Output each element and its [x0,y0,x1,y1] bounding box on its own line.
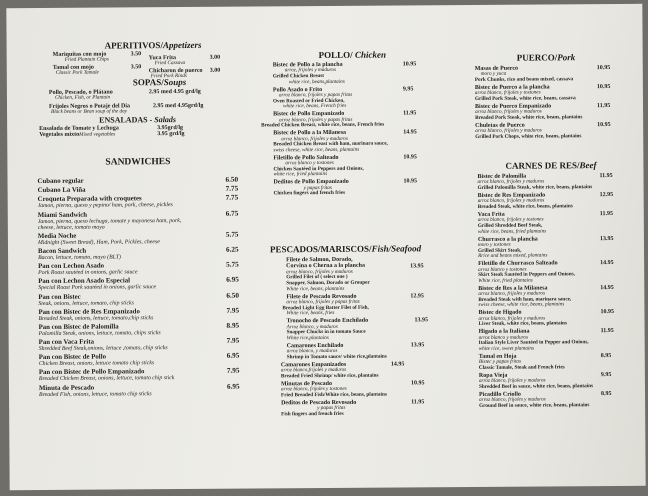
menu-item: Deditos de Pescado Revosado 11.95 y papas fritas Fish fingers and french fries [281,399,425,418]
menu-item: Pan con Bistec de Pollo 6.95 Chicken Breast, onions, lettuce tomato chip sticks [38,351,240,368]
menu-item: Pan con Lechon Asado Especial 6.95 Special Roast Pork sautéed in onions, garlic sauce [38,275,239,292]
menu-item: Camarones Empanizados 14.95 arroz blanco,frijoles y maduros Breaded Fried Shrimp/ white rice, plantains [280,361,405,380]
pescados-title: PESCADOS/MARISCOS/Fish/Seafood [269,243,422,255]
carnes-section [477,160,639,411]
menu-item: Media Noche 5.75 Midnight (Sweet Bread), Ham, Pork, Pickles, cheese [37,230,239,246]
menu-item: Cubano regular 6.50 [37,175,239,186]
menu-item: Bistec de Pollo a la Milanesa 14.95 arroz blanco, frijoles y maduros Breaded Chicken Breast with ham, marinara sauce, swiss cheese, white rice, beans, plantains [273,129,417,154]
puerco-section [475,52,636,142]
pescados-section [270,243,461,419]
menu-item: Pollo Asado o Frito 9.95 arroz blanco, frijoles y papas fritas Oven Roasted or Fried Chicken, white rice, beans, French fries [272,85,414,110]
menu-item: Pan con Vaca Frita 7.95 Shredded Beef Steak,onions, lettuce ,tomato, chip sticks [38,336,240,353]
pollo-title: POLLO/ Chicken [318,49,386,61]
menu-item: Picadillo Criollo 8.95 arroz blanco, frijoles y maduros Ground Beef in sauce, white rice, beans, plantains [479,390,612,409]
menu-item: Bistec de Puerco a la plancha 10.95 arroz blanco, frijoles y tostones Grilled Pork Steak, white rice, beans, cassava [474,83,611,102]
menu-item: Filete de Pescado Revosado 12.95 arroz blanco, frijoles y papas fritas Breaded Light Egg Batter Filet of Fish, White rice, beans, fries [282,292,424,317]
aperitivos-title: APERITIVOS/Appetizers [104,39,202,51]
menu-item: Vaca Frita 11.95 arroz blanco, frijoles y tostones Grilled Shredded Beef Steak, white rice, beans, fried plantains [477,210,613,235]
menu-page [6,4,645,490]
menu-item: Pan con Bistec 6.50 Steak, onions, lettuce, tomato, chip sticks [38,291,239,307]
puerco-title: PUERCO/Pork [516,52,576,63]
menu-item: Pollo, Pescado, o Plátano 2.95 med 4.95 grd/lg Chicken, Fish, or Plantain [48,88,201,102]
menu-item: Pan con Lechon Asado 5.75 Pork Roast sautéed in onions, garlic sauce [38,260,239,277]
menu-item: Minuta de Pescado 6.95 Breaded Fish, onions, lettuce, tomato chip sticks [38,382,240,398]
menu-item: Tamal en Hoja 8.95 Bistec y papas fritas Classic Tamale, Steak and French fries [478,352,612,371]
menu-item: Pan con Bistec de Res Empanizado 7.95 Breaded Steak, onions, lettuce, tomato,chip sticks [38,306,240,322]
menu-item: Miami Sandwich 6.75 Jamon, pierna, queso lechuga, tomate y mayonesa ham, pork, cheese, lettuce, tomato mayo [37,209,239,231]
menu-item: Pan con Bistec de Pollo Empanizado 7.95 Breaded Chicken Breast, onions, lettuce, tomato chip stick [38,367,240,383]
menu-item: Croqueta Preparada with croquetes 7.75 Jamon, pierna, queso y pepino/ ham, pork, cheese, pickles [37,193,239,210]
aperitivos-section [53,40,253,78]
menu-item: Cubano La Viña 7.75 [37,184,239,195]
menu-item: Minutas de Pescado 10.95 arroz blanco, frijoles y tostones Fried Breaded Fish/White rice, beans, plantains [280,380,425,399]
menu-item: Bistec de Pollo a la plancha 10.95 arroz, frijoles y maduros Grilled Chicken Breast white rice, beans,plantains [272,61,417,85]
menu-item: Bistec de Palomilla 11.95 arroz blanco, frijoles y maduros Grilled Palomilla Steak, white rice, beans, plantains [477,172,613,191]
menu-item: Chuletas de Puerco 10.95 arroz blanco, frijoles y maduros Grilled Pork Chops, white rice, beans, plantains [475,121,611,140]
menu-item: Bistec de Pollo Empanizado 11.95 arroz blanco, frijoles y papas fritas Breaded Chicken Breast, white rice, beans, French fries [261,110,417,129]
menu-item: Filetillo de Pollo Salteado 10.95 arroz blanco y tostones Chicken Sautéed in Peppers and Onions, white rice, fried plantains [273,154,417,178]
menu-item: Bacon Sandwich 6.25 Bacon, lettuce, tomato, mayo (BLT) [37,245,239,261]
menu-item: Filetillo de Churrasco Salteado 14.95 arroz blanco y tostones Skirt Steak Sautéed in Peppers and Onions, White rice, fried plantains [478,260,614,284]
sandwiches-title: SANDWICHES [105,157,171,168]
ensaladas-section [39,115,239,139]
menu-item: Deditos de Pollo Empanizado 10.95 y papas fritas Chicken fingers and french fries [273,178,418,197]
menu-item: Bistec de Puerco Empanizado 11.95 arroz blanco, frijoles y maduros Breaded Pork Steak, white rice, beans, plantains [475,102,611,121]
menu-item: Filete de Salmon, Dorado, Corvina o Cherna a la plancha 13.95 arroz blanco, frijoles y maduros Grilled Filet of ( select one ) Snapper, Salmon, Dorado or Grouper White rice, beans, plantains [286,256,424,292]
menu-item: Churrasco a la plancha 13.95 moro y tostones Grilled Skirt Steak, Rrice and beans mixed, plantains [477,235,614,260]
menu-item: Bistec de Res a la Milanesa 14.95 arroz blanco, frijoles y maduros Breaded Steak with ham, marinara sauce, swiss cheese, white rice, beans, plantains [478,284,614,309]
pollo-section [261,49,454,199]
menu-item: Tamal con mojo 3.50 Classic Pork Tamale [52,64,142,77]
menu-item: Pan con Bistec de Palomilla 8.95 Palomilla Steak, onions, lettuce, tomato, chips sticks [38,321,240,337]
menu-item: Camarones Enchilado 13.95 arroz blanco, y maduros Shrimp in Tomato sauce/ white rice,plantains [286,342,425,361]
menu-item: Mariquitas con mojo 3.50 Fried Plantain Chips [52,51,142,64]
menu-item: Vegetales mixtoMixed vegetables 3.95 grd/lg [39,131,185,139]
menu-item: Frijoles Negros o Potaje del Dia 2.95 med 4.95grd/lg Black beans or Bean soup of the day [48,102,204,116]
menu-item: Bistec de Res Empanizado 12.95 arroz blanco, frijoles y maduros Breaded Steak, white rice, beans, plantains [477,191,614,210]
carnes-title: CARNES DE RES/Beef [505,160,597,171]
sopas-title: SOPAS/Soups [132,76,187,88]
menu-item: Ensalada de Tomate y Lechuga 3.95grd/lg [39,124,184,132]
menu-item: Masas de Puerco 10.95 moro y yuca Pork Chunks, rice and beans mixed, cassava [474,65,611,83]
sopas-section [49,77,249,116]
menu-item: Ropa Vieja 9.95 arroz blanco, frijoles y maduros Shredded Beef in sauce, white rice, beans, plantains [478,371,612,390]
menu-item: Yuca Frita 3.00 Fried Cassava [148,54,221,67]
ensaladas-title: ENSALADAS - Salads [99,115,177,125]
menu-item: Chicharon de puerco 3.00 Fried Pork Rinds [148,67,221,80]
menu-item: Higado a la Italiana 11.95 arroz blanco y maduros Italian Style Liver Sautéed in Pepper and Onions, white rice, sweet plantains [478,328,614,352]
menu-item: Bistec de Higado 10.95 arroz blanco, frijoles y maduros Liver Steak, white rice, beans, plantains [478,309,614,328]
sandwiches-section [37,157,249,400]
menu-item: Tronocho de Pescado Enchilado 13.95 Arroz blanco, y maduros Snapper Chucks in in tomato Sauce White rice,plantains [286,317,429,342]
